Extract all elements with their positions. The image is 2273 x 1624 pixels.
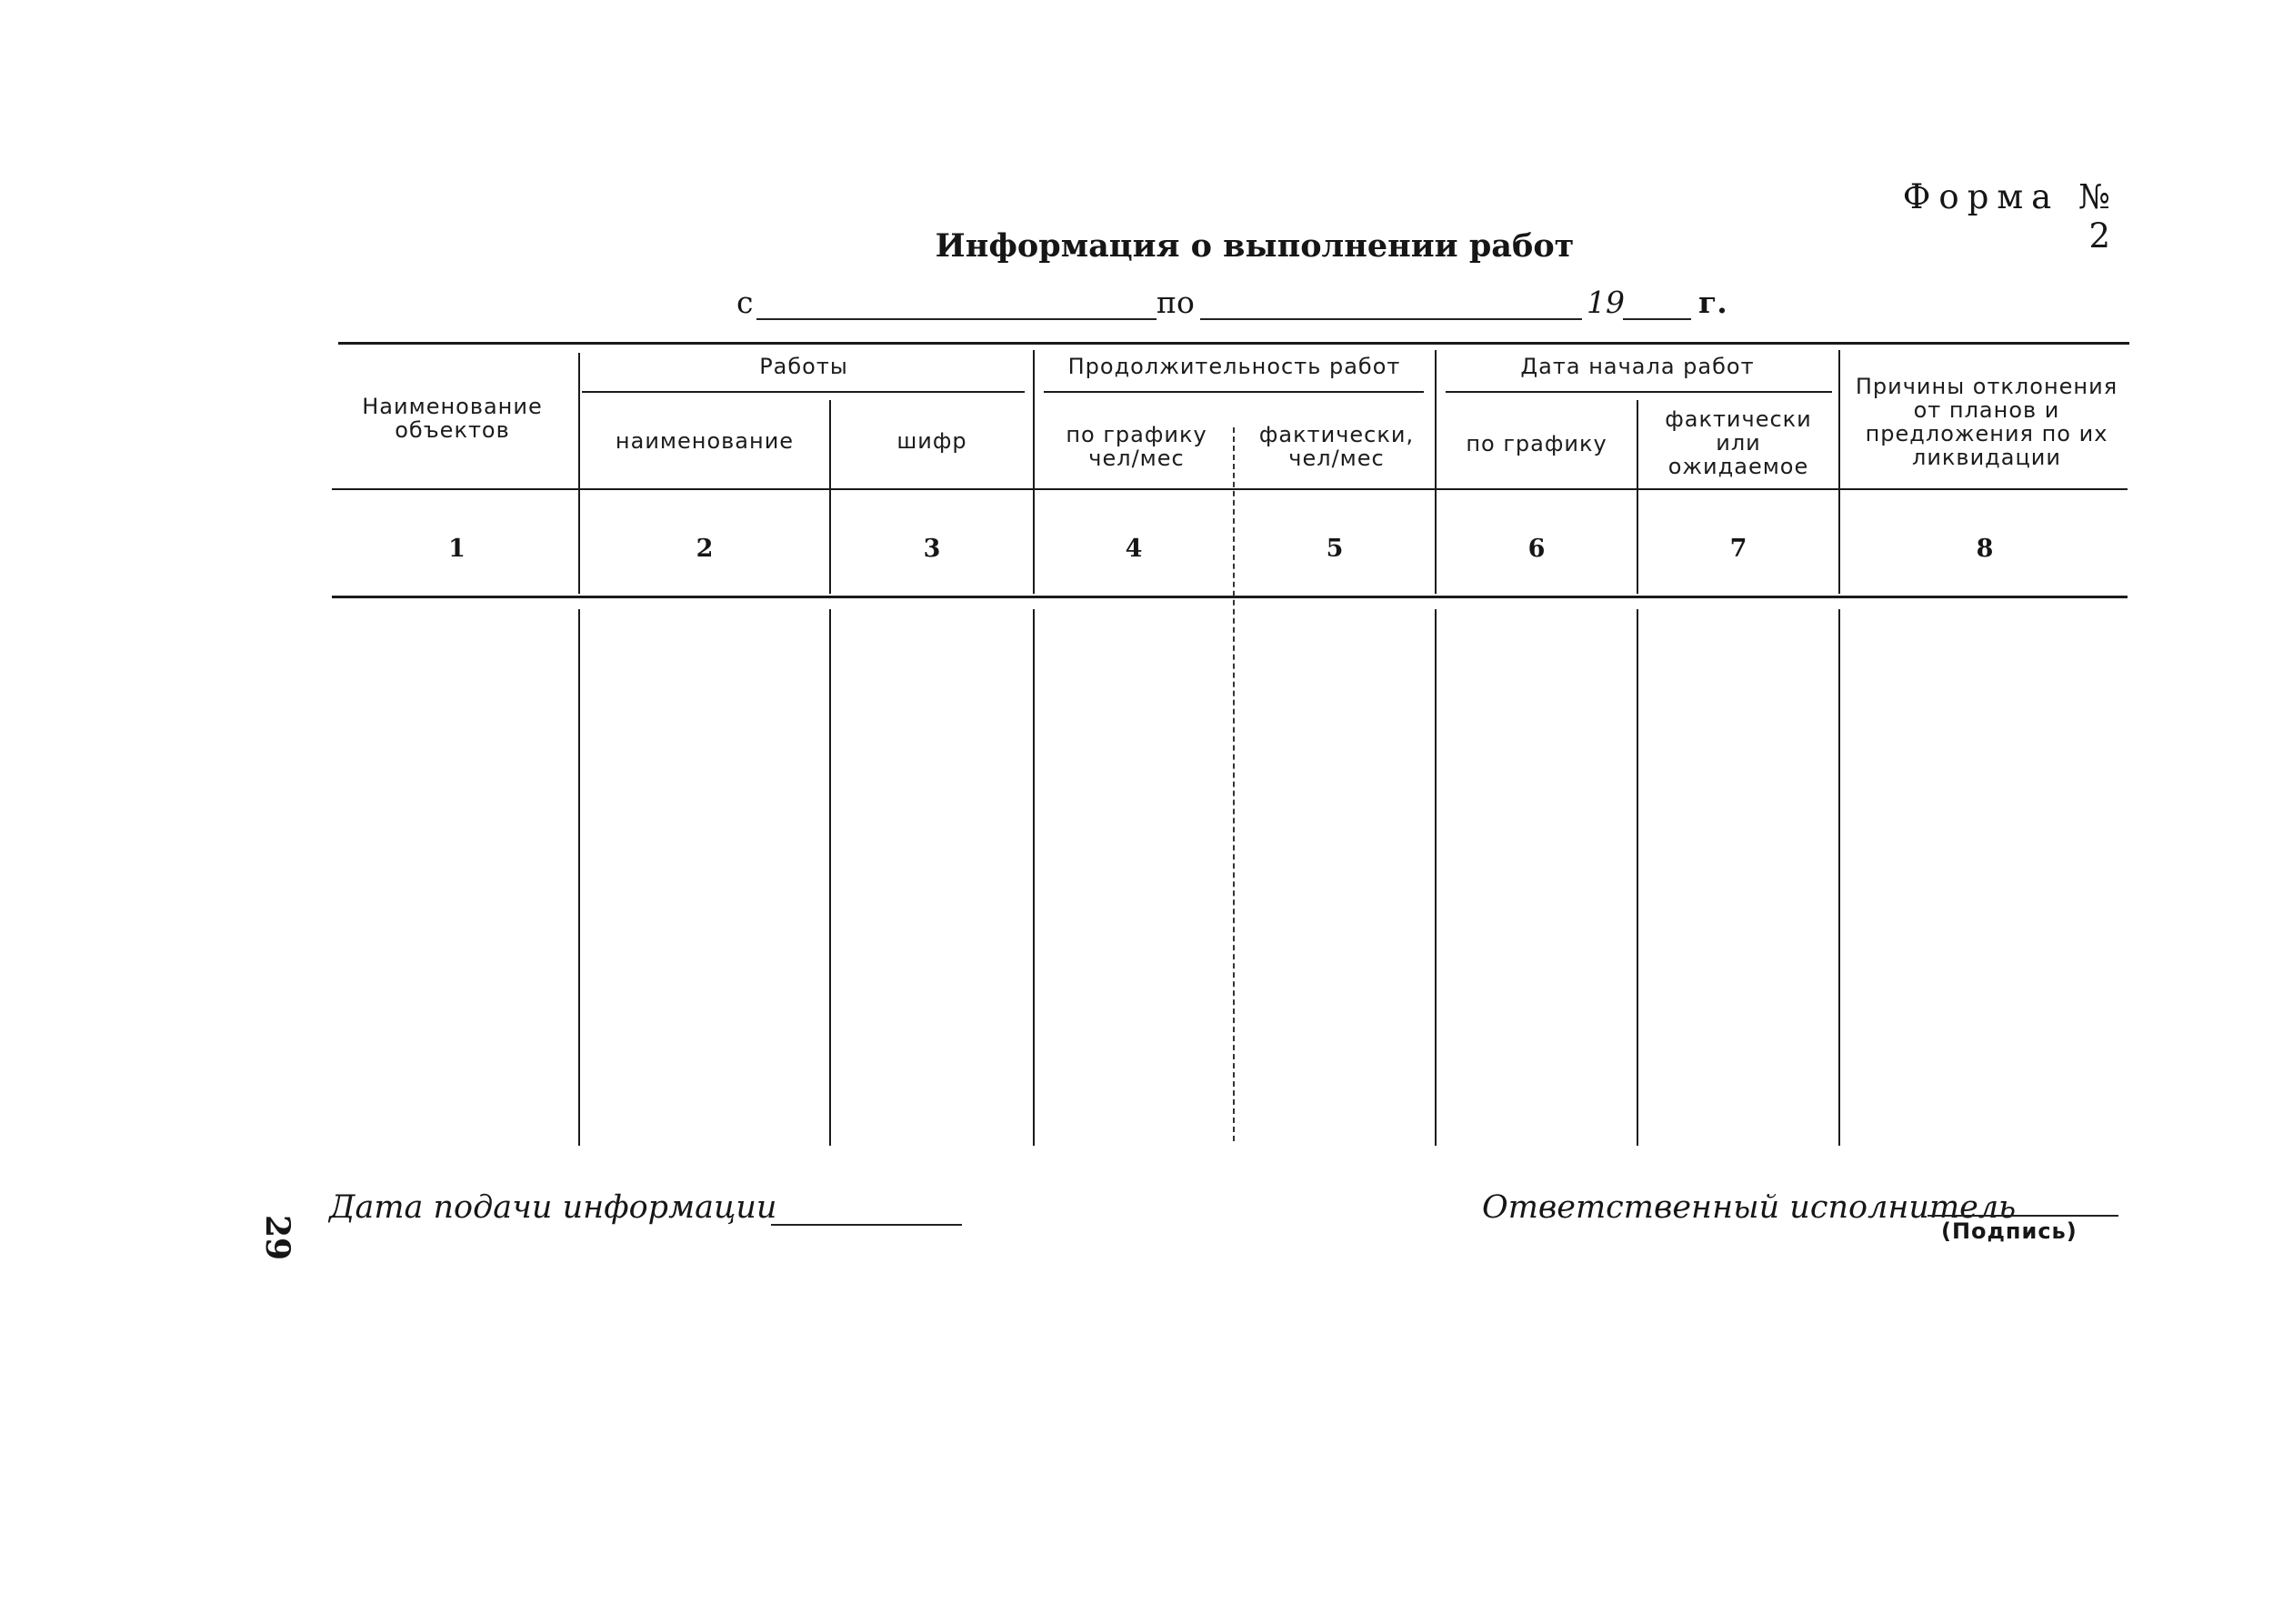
- period-from-label: с: [736, 285, 754, 320]
- column-number-5: 5: [1326, 535, 1344, 563]
- submission-date-blank: [771, 1224, 962, 1226]
- submission-date-label: Дата подачи информации: [329, 1189, 777, 1226]
- vrule-7: [1838, 350, 1840, 594]
- header-deviation-reasons: Причины отклонения от планов и предложения по их ликвидации: [1855, 374, 2118, 470]
- signature-caption: (Подпись): [1941, 1218, 2078, 1244]
- header-group-works: Работы: [759, 354, 848, 379]
- rule-works-group: [582, 391, 1025, 393]
- form-number: Форма № 2: [1902, 177, 2118, 256]
- header-object-name: Наименование объектов: [362, 394, 543, 443]
- header-start-actual: фактически или ожидаемое: [1665, 406, 1812, 479]
- vrule-6-body: [1637, 609, 1638, 1146]
- vrule-1-body: [578, 609, 580, 1146]
- period-year-label: 19: [1587, 285, 1625, 320]
- header-works-name: наименование: [615, 428, 795, 454]
- vrule-5: [1435, 350, 1437, 594]
- column-number-2: 2: [696, 535, 714, 563]
- vrule-3-body: [1033, 609, 1035, 1146]
- executor-signature-blank: [1928, 1215, 2118, 1217]
- rule-duration-group: [1044, 391, 1424, 393]
- column-number-3: 3: [923, 535, 941, 563]
- table-top-rule: [338, 342, 2129, 345]
- period-year-suffix: г.: [1698, 285, 1727, 320]
- header-start-plan: по графику: [1466, 431, 1607, 456]
- rule-numbers-bottom: [332, 596, 2128, 598]
- header-group-duration: Продолжительность работ: [1067, 354, 1401, 379]
- period-to-label: по: [1157, 285, 1195, 320]
- vrule-3: [1033, 350, 1035, 594]
- column-number-6: 6: [1527, 535, 1546, 563]
- vrule-2-body: [829, 609, 831, 1146]
- document-title: Информация о выполнении работ: [935, 227, 1575, 265]
- page-number: 29: [258, 1214, 297, 1261]
- header-group-start-date: Дата начала работ: [1520, 354, 1755, 379]
- rule-start-group: [1446, 391, 1832, 393]
- header-duration-actual: фактически, чел/мес: [1258, 422, 1415, 471]
- header-works-code: шифр: [896, 428, 967, 454]
- vrule-1: [578, 353, 580, 594]
- vrule-4-dashed: [1233, 427, 1235, 1141]
- vrule-5-body: [1435, 609, 1437, 1146]
- column-number-7: 7: [1729, 535, 1747, 563]
- executor-label: Ответственный исполнитель: [1482, 1189, 2017, 1226]
- column-number-1: 1: [448, 535, 466, 563]
- column-number-4: 4: [1125, 535, 1143, 563]
- column-number-8: 8: [1976, 535, 1994, 563]
- rule-header-bottom: [332, 488, 2128, 490]
- vrule-7-body: [1838, 609, 1840, 1146]
- vrule-6: [1637, 400, 1638, 594]
- header-duration-plan: по графику чел/мес: [1066, 422, 1207, 471]
- vrule-2: [829, 400, 831, 594]
